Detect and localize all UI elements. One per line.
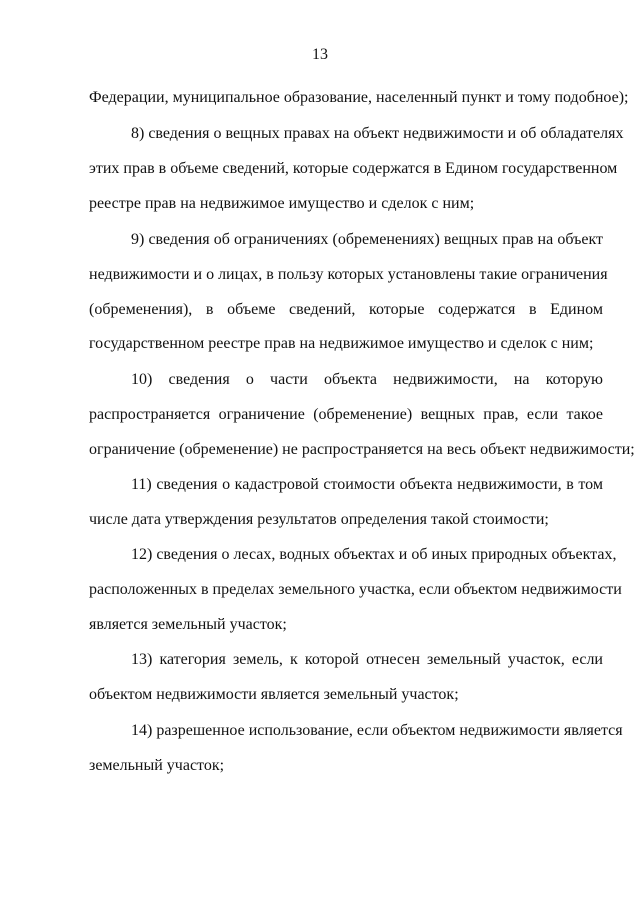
text-line: 12) сведения о лесах, водных объектах и об иных природных объектах, bbox=[131, 546, 617, 563]
text-line: 14) разрешенное использование, если объектом недвижимости является bbox=[131, 722, 623, 739]
text-line: числе дата утверждения результатов определения такой стоимости; bbox=[89, 511, 549, 528]
text-line: 13) категория земель, к которой отнесен земельный участок, если bbox=[131, 651, 603, 668]
text-line: недвижимости и о лицах, в пользу которых установлены такие ограничения bbox=[89, 266, 608, 283]
text-line: реестре прав на недвижимое имущество и сделок с ним; bbox=[89, 195, 475, 212]
text-line: 9) сведения об ограничениях (обременениях) вещных прав на объект bbox=[131, 231, 603, 248]
text-line: распространяется ограничение (обременение) вещных прав, если такое bbox=[89, 406, 603, 423]
page-number: 13 bbox=[312, 46, 328, 63]
text-line: Федерации, муниципальное образование, населенный пункт и тому подобное); bbox=[89, 89, 629, 106]
text-line: ограничение (обременение) не распространяется на весь объект недвижимости; bbox=[89, 441, 635, 458]
text-line: расположенных в пределах земельного участка, если объектом недвижимости bbox=[89, 581, 622, 598]
text-line: этих прав в объеме сведений, которые содержатся в Едином государственном bbox=[89, 160, 618, 177]
text-line: является земельный участок; bbox=[89, 616, 287, 633]
text-line: 8) сведения о вещных правах на объект недвижимости и об обладателях bbox=[131, 125, 624, 142]
text-line: 11) сведения о кадастровой стоимости объекта недвижимости, в том bbox=[131, 476, 603, 493]
text-line: (обременения), в объеме сведений, которые содержатся в Едином bbox=[89, 301, 603, 318]
text-line: 10) сведения о части объекта недвижимости, на которую bbox=[131, 371, 603, 388]
text-line: объектом недвижимости является земельный участок; bbox=[89, 686, 459, 703]
text-line: земельный участок; bbox=[89, 757, 225, 774]
text-line: государственном реестре прав на недвижимое имущество и сделок с ним; bbox=[89, 335, 594, 352]
